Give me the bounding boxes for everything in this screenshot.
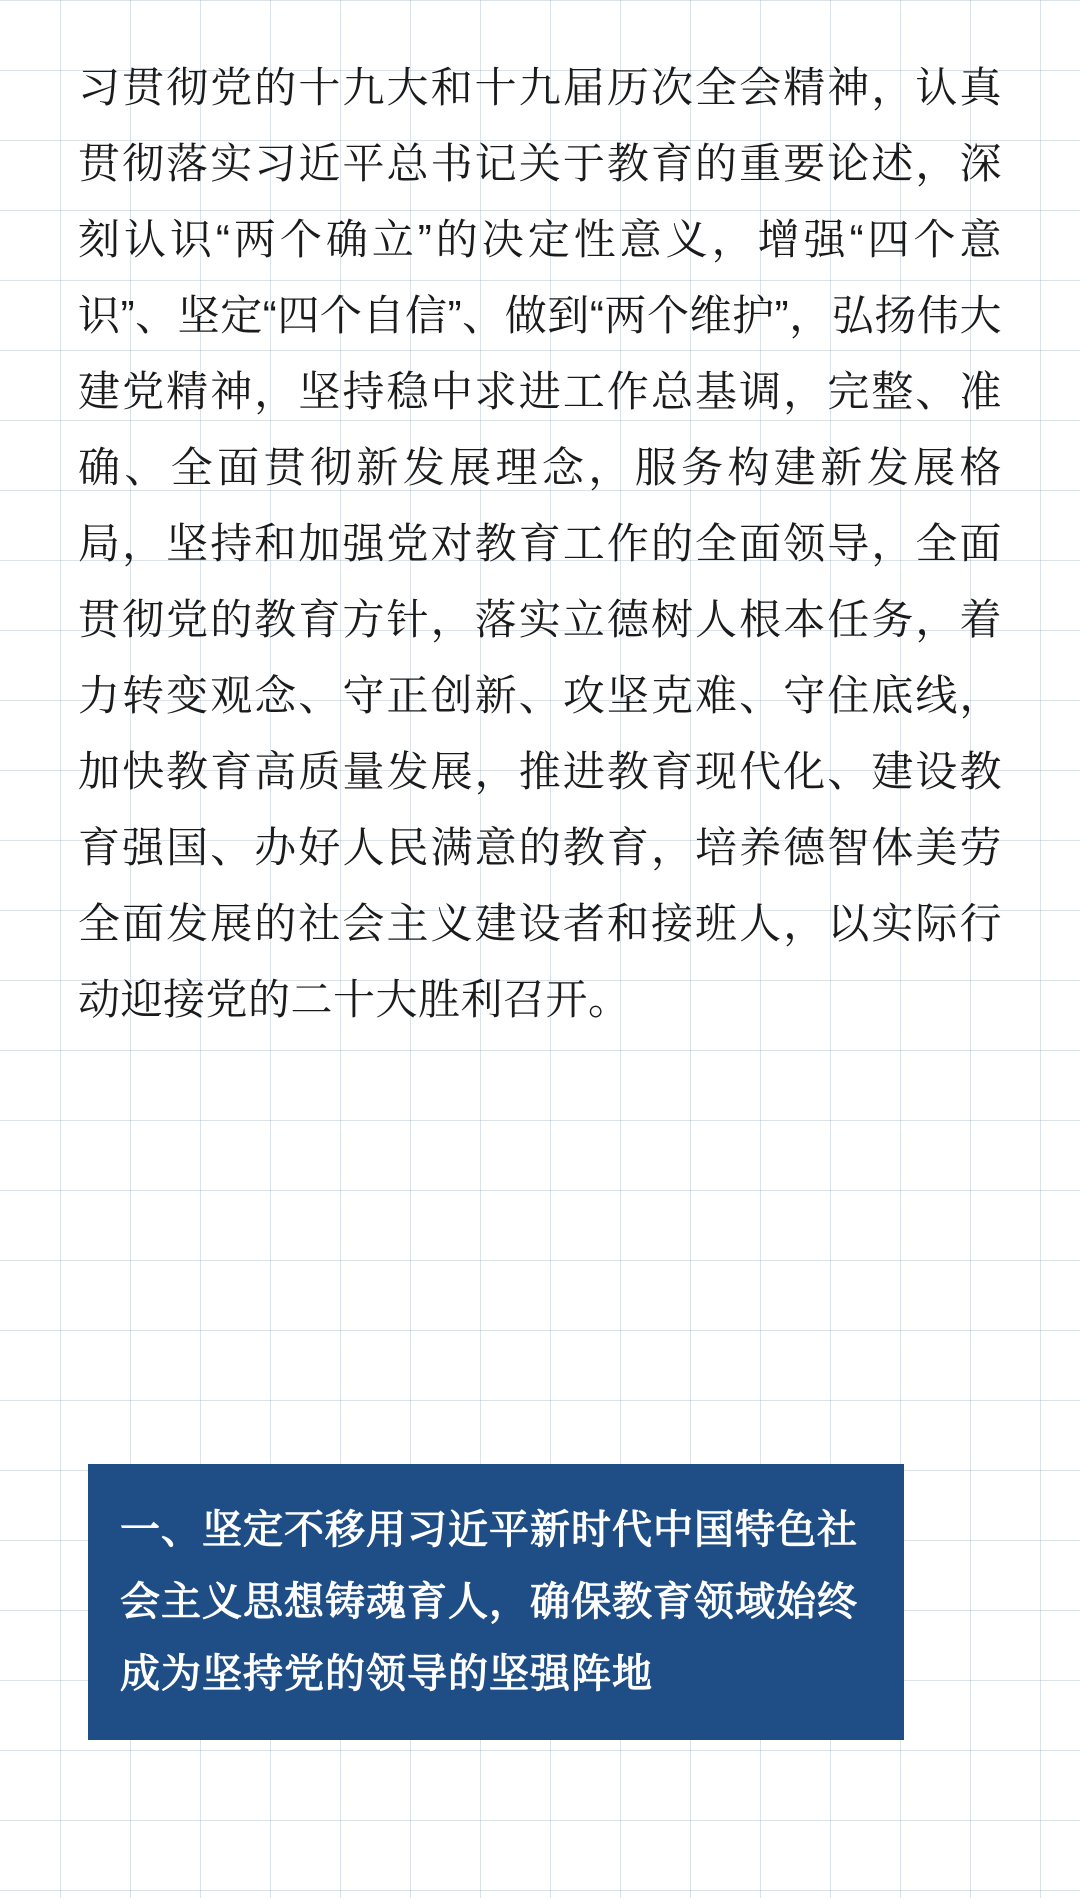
body-paragraph: 习贯彻党的十九大和十九届历次全会精神，认真贯彻落实习近平总书记关于教育的重要论述，深刻认识“两个确立”的决定性意义，增强“四个意识”、坚定“四个自信”、做到“两个维护”，弘扬伟大建党精神，坚持稳中求进工作总基调，完整、准确、全面贯彻新发展理念，服务构建新发展格局，坚持和加强党对教育工作的全面领导，全面贯彻党的教育方针，落实立德树人根本任务，着力转变观念、守正创新、攻坚克难、守住底线，加快教育高质量发展，推进教育现代化、建设教育强国、办好人民满意的教育，培养德智体美劳全面发展的社会主义建设者和接班人，以实际行动迎接党的二十大胜利召开。 — [78, 64, 1002, 1023]
section-heading-banner: 一、坚定不移用习近平新时代中国特色社会主义思想铸魂育人，确保教育领域始终成为坚持党的领导的坚强阵地 — [88, 1464, 904, 1740]
